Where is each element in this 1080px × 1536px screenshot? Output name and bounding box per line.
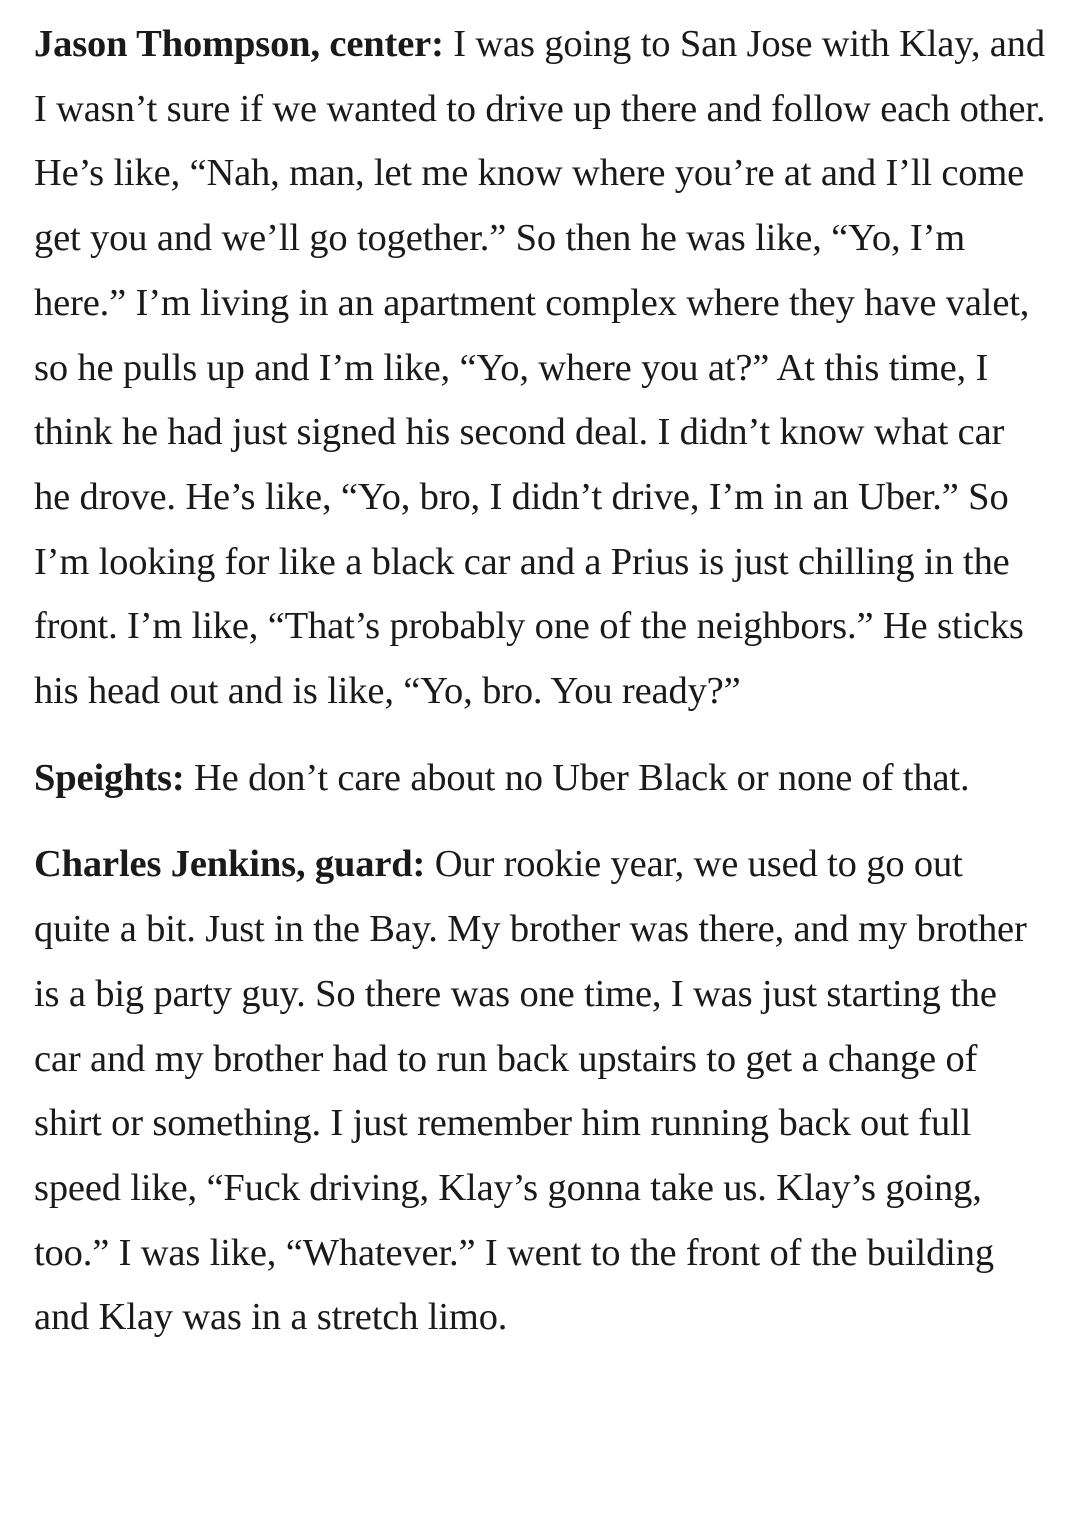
speaker-name: Speights:: [34, 756, 185, 799]
quote-paragraph-speights: [34, 746, 1046, 811]
quote-text: I was going to San Jose with Klay, and I wasn’t sure if we wanted to drive up there and follow each other. He’s like, “Nah, man, let me know where you’re at and I’ll come get you and we’ll go together.” So then he was like, “Yo, I’m here.” I’m living in an apartment complex where they have valet, so he pulls up and I’m like, “Yo, where you at?” At this time, I think he had just signed his second deal. I didn’t know what car he drove. He’s like, “Yo, bro, I didn’t drive, I’m in an Uber.” So I’m looking for like a black car and a Prius is just chilling in the front. I’m like, “That’s probably one of the neighbors.” He sticks his head out and is like, “Yo, bro. You ready?”: [34, 23, 1046, 713]
quote-paragraph-jenkins: [34, 832, 1046, 1350]
speaker-name: Charles Jenkins, guard:: [34, 843, 426, 886]
quote-text: He don’t care about no Uber Black or none of that.: [184, 756, 970, 799]
quote-text: Our rookie year, we used to go out quite a bit. Just in the Bay. My brother was there, and my brother is a big party guy. So there was one time, I was just starting the car and my brother had to run back upstairs to get a change of shirt or something. I just remember him running back out full speed like, “Fuck driving, Klay’s gonna take us. Klay’s going, too.” I was like, “Whatever.” I went to the front of the building and Klay was in a stretch limo.: [34, 843, 1027, 1339]
quote-paragraph-thompson: [34, 12, 1046, 724]
speaker-name: Jason Thompson, center:: [34, 23, 444, 65]
